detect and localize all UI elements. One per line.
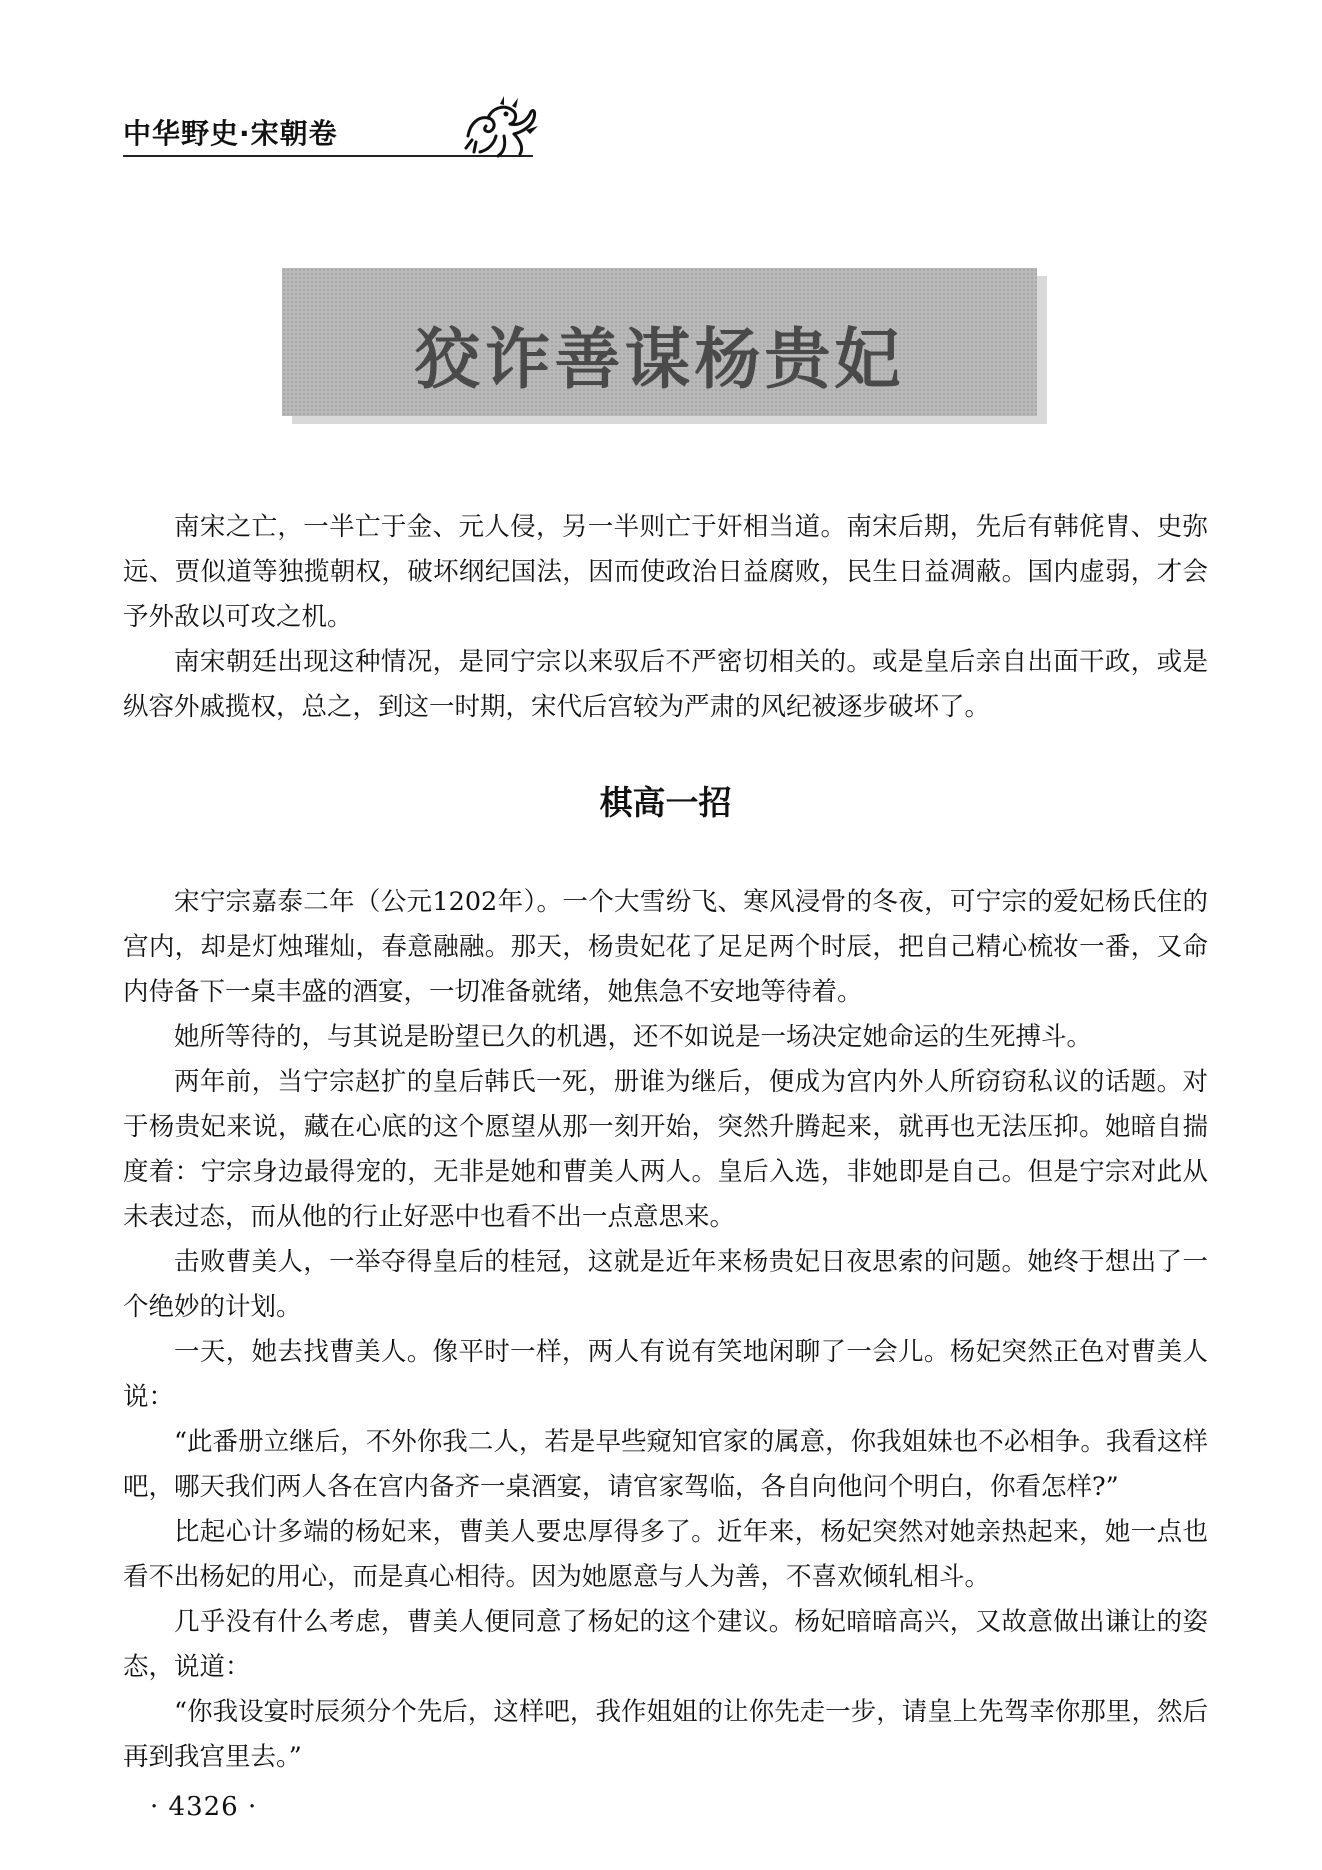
body-paragraph: 一天，她去找曹美人。像平时一样，两人有说有笑地闲聊了一会儿。杨妃突然正色对曹美人说： (123, 1337, 1208, 1412)
body-paragraph: 比起心计多端的杨妃来，曹美人要忠厚得多了。近年来，杨妃突然对她亲热起来，她一点也看不出杨妃的用心，而是真心相待。因为她愿意与人为善，不喜欢倾轧相斗。 (123, 1517, 1208, 1592)
section-heading: 棋高一招 (599, 783, 732, 822)
book-title: 中华野史·宋朝卷 (123, 117, 338, 150)
chapter-title-box (282, 268, 1037, 416)
page-body (123, 505, 1208, 1780)
intro-paragraph: 南宋朝廷出现这种情况，是同宁宗以来驭后不严密切相关的。或是皇后亲自出面干政，或是纵容外戚揽权，总之，到这一时期，宋代后宫较为严肃的风纪被逐步破坏了。 (123, 647, 1208, 722)
body-paragraph: 几乎没有什么考虑，曹美人便同意了杨妃的这个建议。杨妃暗暗高兴，又故意做出谦让的姿态，说道： (123, 1607, 1208, 1682)
intro-paragraph: 南宋之亡，一半亡于金、元人侵，另一半则亡于奸相当道。南宋后期，先后有韩侂胄、史弥远、贾似道等独揽朝权，破坏纲纪国法，因而使政治日益腐败，民生日益凋蔽。国内虚弱，才会予外敌以可攻之机。 (123, 512, 1208, 632)
body-paragraph: 两年前，当宁宗赵扩的皇后韩氏一死，册谁为继后，便成为宫内外人所窃窃私议的话题。对于杨贵妃来说，藏在心底的这个愿望从那一刻开始，突然升腾起来，就再也无法压抑。她暗自揣度着：宁宗身边最得宠的，无非是她和曹美人两人。皇后入选，非她即是自己。但是宁宗对此从未表过态，而从他的行止好恶中也看不出一点意思来。 (123, 1067, 1208, 1232)
body-paragraph: “此番册立继后，不外你我二人，若是早些窥知官家的属意，你我姐妹也不必相争。我看这样吧，哪天我们两人各在宫内备齐一桌酒宴，请官家驾临，各自向他问个明白，你看怎样?” (123, 1427, 1208, 1502)
body-paragraph: 击败曹美人，一举夺得皇后的桂冠，这就是近年来杨贵妃日夜思索的问题。她终于想出了一个绝妙的计划。 (123, 1247, 1208, 1322)
body-paragraph: “你我设宴时辰须分个先后，这样吧，我作姐姐的让你先走一步，请皇上先驾幸你那里，然后再到我宫里去。” (123, 1697, 1208, 1772)
body-paragraph: 宋宁宗嘉泰二年（公元1202年）。一个大雪纷飞、寒风浸骨的冬夜，可宁宗的爱妃杨氏住的宫内，却是灯烛璀灿，春意融融。那天，杨贵妃花了足足两个时辰，把自己精心梳妆一番，又命内侍备下一桌丰盛的酒宴，一切准备就绪，她焦急不安地等待着。 (123, 887, 1208, 1007)
chapter-title: 狡诈善谋杨贵妃 (414, 320, 905, 398)
body-paragraph: 她所等待的，与其说是盼望已久的机遇，还不如说是一场决定她命运的生死搏斗。 (174, 1022, 1093, 1052)
page-number: · 4326 · (150, 1792, 258, 1822)
dragon-ornament-icon (460, 96, 540, 158)
